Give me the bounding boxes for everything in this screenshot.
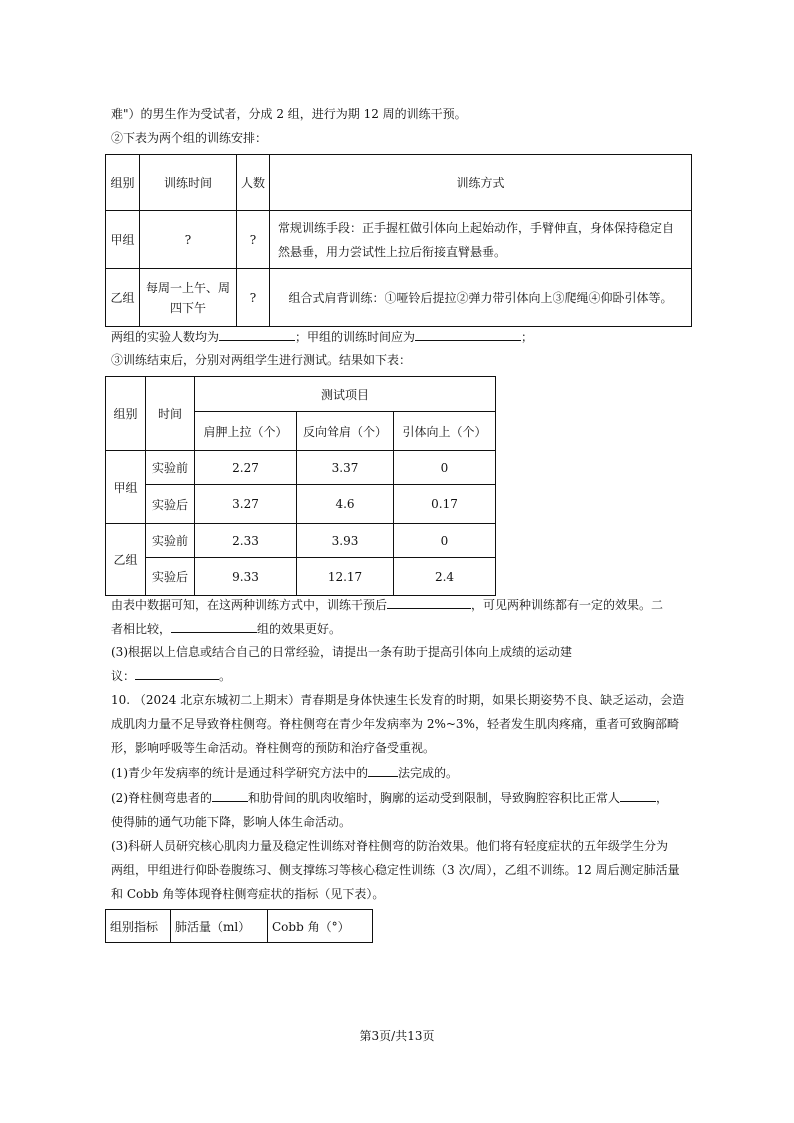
table-row (106, 558, 496, 596)
test-results-table (105, 376, 496, 596)
q10-part-3-line-1: (3)科研人员研究核心肌肉力量及稳定性训练对脊柱侧弯的防治效果。他们将有轻度症状的五年级学生分为 (111, 839, 669, 853)
answer-blank[interactable] (219, 327, 295, 341)
header-group: 组别 (106, 377, 146, 451)
data-conclusion-line-1 (111, 595, 663, 615)
text-segment: 。 (219, 669, 232, 683)
q10-line-3: 形，影响呼吸等生命活动。脊柱侧弯的预防和治疗备受重视。 (111, 741, 436, 755)
table-row (106, 211, 692, 269)
text-segment: 法完成的。 (398, 766, 459, 780)
cell-value: 0.17 (394, 485, 496, 524)
header-col: 肩胛上拉（个） (195, 412, 297, 451)
suggestion-answer-line (111, 666, 231, 686)
text-segment: 议： (111, 669, 136, 683)
text-segment: (2)脊柱侧弯患者的 (111, 791, 212, 805)
text-segment: ， (656, 791, 669, 805)
q10-part-2 (111, 788, 668, 808)
answer-blank[interactable] (415, 327, 521, 341)
header-col: 肺活量（ml） (171, 910, 268, 943)
text-segment: 者相比较， (111, 622, 172, 636)
cell-value: 9.33 (195, 558, 297, 596)
cell-value: 2.4 (394, 558, 496, 596)
cell-value: 3.93 (297, 524, 394, 558)
cell-time: 每周一上午、周四下午 (140, 269, 237, 327)
cell-time: 实验前 (146, 451, 195, 485)
intro-line-2: ②下表为两个组的训练安排： (111, 131, 268, 145)
header-test-items: 测试项目 (195, 377, 496, 412)
table-row (106, 485, 496, 524)
header-time: 时间 (146, 377, 195, 451)
answer-blank[interactable] (212, 788, 248, 802)
header-col: 引体向上（个） (394, 412, 496, 451)
answer-blank[interactable] (387, 595, 471, 609)
cell-value: 0 (394, 524, 496, 558)
cell-count: ? (237, 211, 270, 269)
header-col: 组别指标 (106, 910, 171, 943)
text-segment: 由表中数据可知，在这两种训练方式中，训练干预后 (111, 598, 388, 612)
q10-part-1 (111, 763, 458, 783)
q10-part-3-line-2: 两组，甲组进行仰卧卷腹练习、侧支撑练习等核心稳定性训练（3 次/周），乙组不训练。12 周后测定肺活量 (111, 863, 680, 877)
cell-value: 4.6 (297, 485, 394, 524)
cell-value: 3.37 (297, 451, 394, 485)
answer-blank[interactable] (368, 763, 398, 777)
page-number: 第3页/共13页 (359, 1029, 435, 1043)
text-segment: 两组的实验人数均为 (111, 330, 220, 344)
cell-value: 0 (394, 451, 496, 485)
header-col: 反向耸肩（个） (297, 412, 394, 451)
header-count: 人数 (237, 155, 270, 211)
q10-line-2: 成肌肉力量不足导致脊柱侧弯。脊柱侧弯在青少年发病率为 2%~3%，轻者发生肌肉疼痛，重者可致胸部畸 (111, 717, 679, 731)
data-conclusion-line-2 (111, 619, 341, 639)
answer-blank[interactable] (135, 666, 219, 680)
q10-part-3-line-3: 和 Cobb 角等体现脊柱侧弯症状的指标（见下表）。 (111, 887, 385, 901)
text-segment: ；甲组的训练时间应为 (295, 330, 416, 344)
cell-group: 乙组 (106, 524, 146, 596)
header-method: 训练方式 (270, 155, 692, 211)
text-segment: 和肋骨间的肌肉收缩时，胸廓的运动受到限制，导致胸腔容积比正常人 (248, 791, 621, 805)
cell-value: 12.17 (297, 558, 394, 596)
table-header-row (106, 910, 373, 943)
cell-group: 乙组 (106, 269, 140, 327)
text-segment: 组的效果更好。 (257, 622, 342, 636)
cell-group: 甲组 (106, 451, 146, 524)
header-time: 训练时间 (140, 155, 237, 211)
cell-method: 常规训练手段：正手握杠做引体向上起始动作，手臂伸直，身体保持稳定自然悬垂，用力尝试性上拉后衔接直臂悬垂。 (270, 211, 692, 269)
cell-value: 3.27 (195, 485, 297, 524)
q10-part-2-cont: 使得肺的通气功能下降，影响人体生命活动。 (111, 815, 352, 829)
table-header-row (106, 155, 692, 211)
question-blank-line (111, 327, 533, 347)
cell-value: 2.33 (195, 524, 297, 558)
text-segment: ，可见两种训练都有一定的效果。二 (471, 598, 664, 612)
table-row (106, 269, 692, 327)
cell-method: 组合式肩背训练：①哑铃后提拉②弹力带引体向上③爬绳④仰卧引体等。 (270, 269, 692, 327)
q10-line-1: 10. （2024 北京东城初二上期末）青春期是身体快速生长发育的时期，如果长期姿势不良、缺乏运动，会造 (111, 693, 685, 707)
text-segment: ； (521, 330, 534, 344)
q3-intro: ③训练结束后，分别对两组学生进行测试。结果如下表： (111, 353, 412, 367)
intro-line-1: 难"）的男生作为受试者，分成 2 组，进行为期 12 周的训练干预。 (111, 107, 467, 121)
cell-count: ? (237, 269, 270, 327)
cell-time: 实验后 (146, 558, 195, 596)
cell-group: 甲组 (106, 211, 140, 269)
cell-time: 实验前 (146, 524, 195, 558)
table-header-row (106, 377, 496, 412)
training-arrangement-table (105, 154, 692, 327)
table-row (106, 524, 496, 558)
cell-time: ? (140, 211, 237, 269)
answer-blank[interactable] (620, 788, 656, 802)
cell-time: 实验后 (146, 485, 195, 524)
header-group: 组别 (106, 155, 140, 211)
text-segment: (1)青少年发病率的统计是通过科学研究方法中的 (111, 766, 368, 780)
table-row (106, 451, 496, 485)
header-col: Cobb 角（°） (268, 910, 373, 943)
suggestion-question: (3)根据以上信息或结合自己的日常经验，请提出一条有助于提高引体向上成绩的运动建 (111, 645, 573, 659)
indicator-table (105, 909, 373, 943)
answer-blank[interactable] (171, 619, 257, 633)
cell-value: 2.27 (195, 451, 297, 485)
